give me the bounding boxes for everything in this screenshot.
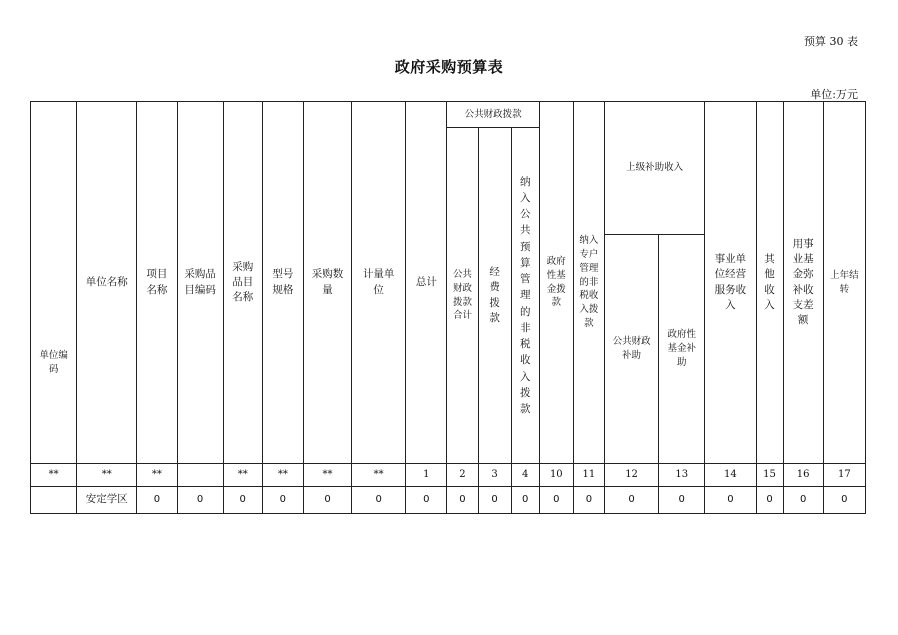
col-us-fund: 政府性基金补助 xyxy=(659,235,705,464)
col-unit-name: 单位名称 xyxy=(77,102,137,464)
col-gov-fund: 政府性基金拨款 xyxy=(539,102,573,464)
col-quantity: 采购数量 xyxy=(303,102,351,464)
unit-label: 单位:万元 xyxy=(810,88,858,101)
col-special-nontax: 纳入专户管理的非税收入拨款 xyxy=(573,102,604,464)
index-row: ** ** ** ** ** ** ** 1 2 3 4 10 11 12 13 14 15 16 17 xyxy=(31,464,866,487)
col-model-spec: 型号规格 xyxy=(262,102,303,464)
col-pf-subtotal: 公共财政拨款合计 xyxy=(447,128,478,464)
col-carryover: 上年结转 xyxy=(823,102,865,464)
col-pf-operating: 经费拨款 xyxy=(478,128,511,464)
col-fund-balance: 用事业基金弥补收支差额 xyxy=(783,102,823,464)
unit-name-cell: 安定学区 xyxy=(77,487,137,514)
procurement-budget-table xyxy=(30,101,866,514)
table-row: 安定学区 0 0 0 0 0 0 0 0 0 0 0 0 0 0 0 0 0 0 xyxy=(31,487,866,514)
col-business-income: 事业单位经营服务收入 xyxy=(705,102,756,464)
col-unit-code: 单位编码 xyxy=(31,102,77,464)
col-other-income: 其他收入 xyxy=(756,102,783,464)
group-upper-subsidy: 上级补助收入 xyxy=(604,102,704,235)
col-item-name: 采购品目名称 xyxy=(223,102,262,464)
col-pf-nontax: 纳入公共预算管理的非税收入拨款 xyxy=(511,128,539,464)
group-public-finance: 公共财政拨款 xyxy=(447,102,539,128)
col-us-public: 公共财政补助 xyxy=(604,235,658,464)
col-total: 总计 xyxy=(406,102,447,464)
col-item-code: 采购品目编码 xyxy=(177,102,223,464)
page-title: 政府采购预算表 xyxy=(394,58,504,76)
col-project-name: 项目名称 xyxy=(137,102,177,464)
col-measure-unit: 计量单位 xyxy=(352,102,406,464)
table-number: 预算 30 表 xyxy=(804,35,858,48)
